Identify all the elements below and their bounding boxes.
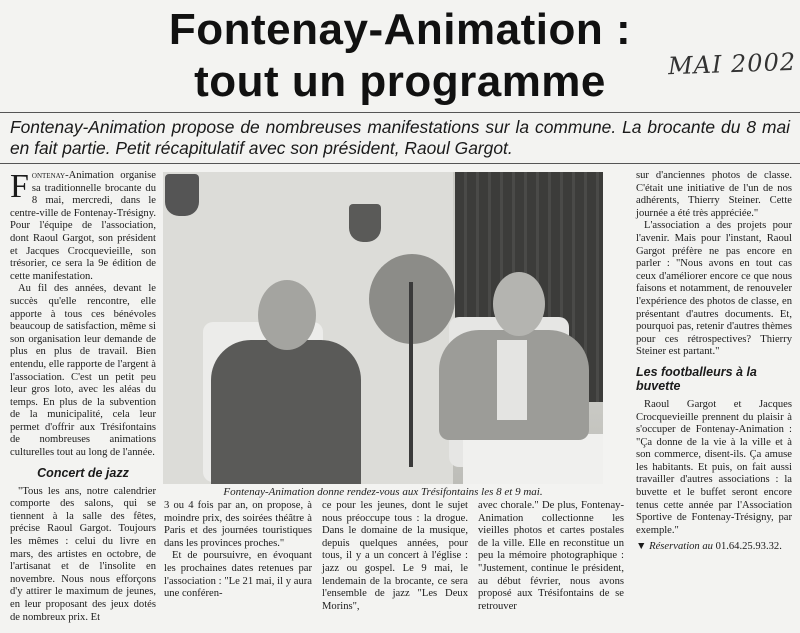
lettrine: F (10, 168, 29, 205)
column-right (636, 170, 792, 554)
paragraph: ce pour les jeunes, dont le sujet nous préoccupe tous : la drogue. Dans le domaine de la musique, depuis quelques années, pour tous, il y a un concert à l'église : jazz ou gospel. Le 9 mai, le lendemain de la brocante, ce sera l'ensemble de jazz "Les Deux Morins", (322, 500, 468, 612)
headline-line1: Fontenay-Animation : (168, 5, 632, 54)
paragraph-intro-text: -Animation organise sa traditionnelle brocante du 8 mai, mercredi, dans le centre-ville de Fontenay-Trésigny. Pour l'équipe de l'association, dont Raoul Gargot, son président et Jacques Crocquevieille, son trésorier, ce sera la 9e édition de cette manifestation. (10, 170, 156, 282)
photo-person-right-shirt (497, 340, 527, 420)
photo-person-left-head (258, 280, 316, 350)
lead-smallcaps: ontenay (31, 170, 66, 181)
reservation-label: ▼ Réservation au (636, 541, 713, 553)
paragraph: Et de poursuivre, en évoquant les prochaines dates retenues par l'association : "Le 21 mai, il y aura une conféren- (164, 550, 312, 600)
photo-tree-trunk (409, 282, 413, 467)
column-bottom-3 (322, 500, 468, 613)
paragraph: Au fil des années, devant le succès qu'elle rencontre, elle apporte à tous ces bénévoles beaucoup de satisfaction, même si son organisation leur demande de plus en plus de travail. Bien entendu, elle rapporte de l'argent à l'association. C'est un petit peu leur gros loto, avec les aléas du temps. En plus de la subvention de la municipalité, cela leur permet d'offrir aux Trésifontains de nombreuses animations culturelles tout au long de l'année. (10, 283, 156, 459)
paragraph: sur d'anciennes photos de classe. C'était une initiative de l'un de nos adhérents, Thierry Steiner. Cette journée a été très appréciée." (636, 170, 792, 219)
headline-line2: tout un programme (194, 57, 606, 106)
column-left (10, 170, 156, 624)
photo-person-right-head (493, 272, 545, 336)
photo-flower-pot (349, 204, 381, 242)
paragraph: "Tous les ans, notre calendrier comporte des salons, qui se tiennent à la salle des fêtes, précise Raoul Gargot. Toujours les mêmes : celui du livre en mars, des artistes en octobre, de l'artisanat et de l'insolite en novembre. Nous nous efforçons d'y attirer le maximum de jeunes, en leur proposant des jeux dotés de nombreux prix. Et (10, 485, 156, 623)
photo-table (463, 434, 603, 484)
chapeau-rule-top (0, 112, 800, 113)
paragraph: L'association a des projets pour l'avenir. Mais pour l'instant, Raoul Gargot préfère ne pas encore en parler : "Nous avons en tout cas ceux d'améliorer encore ce que nous faisons et notamment, de renouveler l'expérience des photos de classe, en présentant d'autres documents. Et, pourquoi pas, retenir d'autres thèmes pour ces rétrospectives? Thierry Steiner est partant." (636, 220, 792, 358)
photo-caption: Fontenay-Animation donne rendez-vous aux Trésifontains les 8 et 9 mai. (223, 486, 543, 498)
paragraph-intro (10, 170, 156, 283)
paragraph: 3 ou 4 fois par an, on propose, à moindre prix, des soirées théâtre à Paris et des journées touristiques dans les provinces proches." (164, 500, 312, 549)
chapeau-rule-bottom (0, 163, 800, 164)
paragraph: avec chorale." De plus, Fontenay-Animation collectionne les vieilles photos et cartes postales de la ville. Elle en reconstitue un peu la mémoire photographique : "Justement, continue le président, au début février, nous avons proposé aux Trésifontains de se retrouver (478, 500, 624, 612)
photo-flower-pot (165, 174, 199, 216)
subhead-footballeurs: Les footballeurs à la buvette (636, 364, 757, 393)
subhead-concert: Concert de jazz (37, 465, 129, 480)
column-bottom-4 (478, 500, 624, 613)
photo (163, 172, 603, 484)
handwritten-date: MAI 2002 (667, 47, 797, 81)
photo-person-left (211, 340, 361, 484)
paragraph: Raoul Gargot et Jacques Crocquevieille prennent du plaisir à s'occuper de Fontenay-Animation : "Ça donne de la vie à la ville et à son commerce, disent-ils. Ça amuse les habitants. Et puis, on fait aussi travailler d'autres associations : la buvette et le buffet seront encore tenus cette année par l'Association Sportive de Fontenay-Trésigny, par exemple." (636, 398, 792, 536)
chapeau: Fontenay-Animation propose de nombreuses manifestations sur la commune. La brocante du 8 mai en fait partie. Petit récapitulatif avec son président, Raoul Gargot. (10, 117, 790, 158)
reservation-phone: 01.64.25.93.32. (715, 541, 782, 553)
column-bottom-2 (164, 500, 312, 601)
headline (80, 4, 720, 108)
reservation (636, 541, 792, 554)
